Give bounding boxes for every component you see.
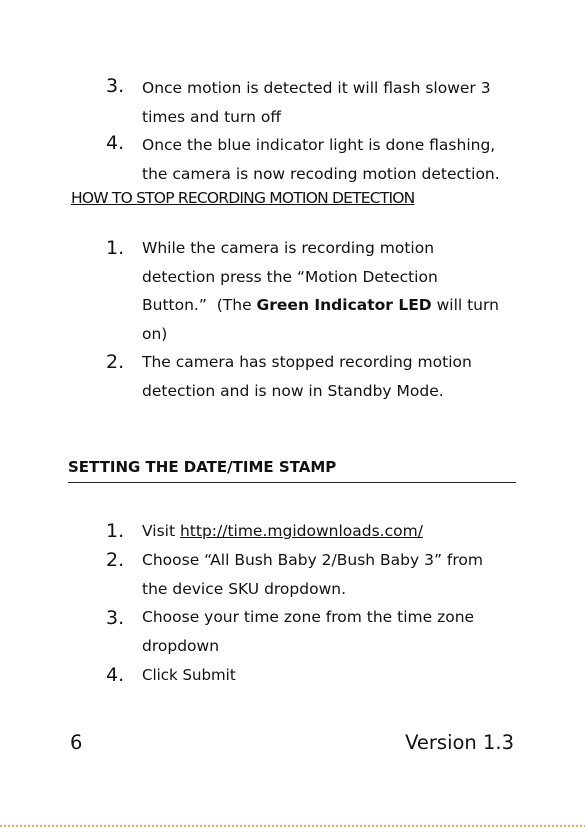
list-item-line: Once the blue indicator light is done flashing, bbox=[142, 136, 496, 154]
list-item-line: detection press the “Motion Detection bbox=[142, 267, 438, 286]
section-heading-date-time: SETTING THE DATE/TIME STAMP bbox=[68, 458, 337, 476]
list-item-line: The camera has stopped recording motion bbox=[142, 353, 472, 371]
list-number: 1. bbox=[106, 520, 125, 542]
list-item-line: While the camera is recording motion bbox=[142, 239, 435, 257]
list-item-line: Choose your time zone from the time zone bbox=[142, 608, 475, 626]
list-item-line: the device SKU dropdown. bbox=[142, 579, 347, 598]
list-item-text bbox=[142, 131, 500, 188]
text-run: will turn bbox=[431, 296, 499, 314]
list-item-text bbox=[142, 603, 474, 660]
bold-text: Green Indicator LED bbox=[256, 296, 432, 314]
list-item-line: Once motion is detected it will flash slower 3 bbox=[142, 79, 491, 97]
text-run: Visit bbox=[142, 522, 180, 540]
list-item-line bbox=[142, 291, 499, 320]
list-item-line: detection and is now in Standby Mode. bbox=[142, 381, 444, 400]
list-item-text bbox=[142, 234, 499, 348]
list-number: 3. bbox=[106, 75, 125, 97]
list-item-line: times and turn off bbox=[142, 107, 282, 126]
list-number: 4. bbox=[106, 664, 125, 686]
list-item-text bbox=[142, 348, 472, 405]
time-website-link[interactable]: http://time.mgidownloads.com/ bbox=[179, 522, 423, 540]
list-number: 4. bbox=[106, 132, 125, 154]
list-number: 3. bbox=[106, 607, 125, 629]
section-heading-stop-recording: HOW TO STOP RECORDING MOTION DETECTION bbox=[71, 189, 415, 207]
list-item-text bbox=[142, 517, 423, 546]
list-item-text bbox=[142, 661, 236, 690]
list-number: 1. bbox=[106, 237, 125, 259]
page-number: 6 bbox=[70, 731, 83, 754]
list-item-line: dropdown bbox=[142, 636, 220, 655]
list-item-line: the camera is now recoding motion detection. bbox=[142, 164, 500, 183]
list-item-line: Choose “All Bush Baby 2/Bush Baby 3” from bbox=[142, 551, 484, 569]
list-number: 2. bbox=[106, 549, 125, 571]
list-number: 2. bbox=[106, 351, 125, 373]
text-run: Button.” (The bbox=[142, 296, 257, 314]
list-item-text bbox=[142, 546, 483, 603]
divider bbox=[68, 482, 516, 483]
list-item-line: Click Submit bbox=[142, 666, 236, 684]
list-item-text bbox=[142, 74, 491, 131]
page-bottom-border bbox=[0, 825, 585, 827]
list-item-line: on) bbox=[142, 324, 168, 343]
version-label: Version 1.3 bbox=[405, 731, 514, 754]
